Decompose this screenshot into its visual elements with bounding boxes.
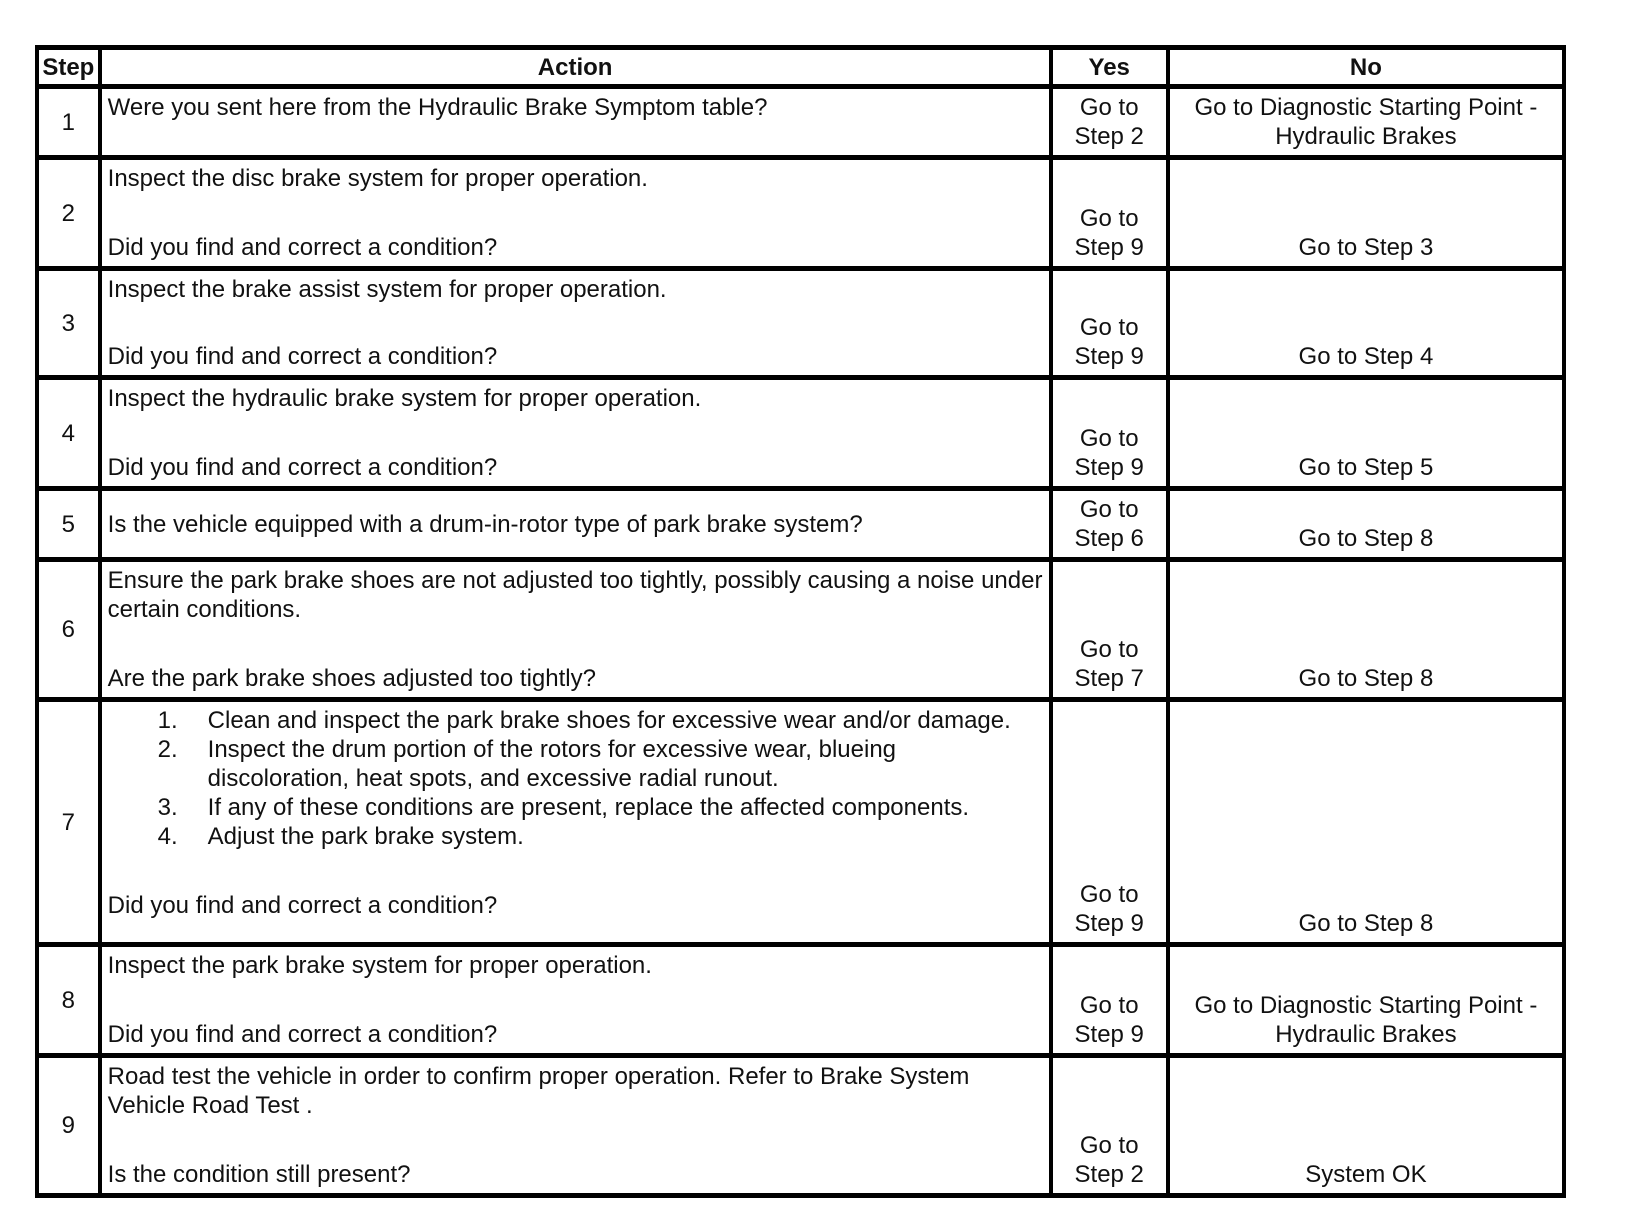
step-number: 6 bbox=[37, 560, 100, 700]
yes-line: Go to bbox=[1079, 881, 1139, 908]
action-question: Did you find and correct a condition? bbox=[107, 234, 498, 261]
yes-cell bbox=[1051, 1056, 1168, 1196]
step-number: 5 bbox=[37, 489, 100, 560]
yes-line: Step 2 bbox=[1074, 123, 1144, 150]
no-cell: Go to Step 8 bbox=[1168, 700, 1564, 945]
yes-cell bbox=[1051, 489, 1168, 560]
procedure-item bbox=[108, 793, 1043, 822]
yes-line: Step 6 bbox=[1074, 525, 1144, 552]
action-text: Inspect the brake assist system for proper operation. bbox=[107, 276, 667, 303]
yes-line: Go to bbox=[1079, 496, 1139, 523]
action-cell bbox=[100, 269, 1051, 378]
header-yes: Yes bbox=[1051, 48, 1168, 87]
action-question: Did you find and correct a condition? bbox=[107, 892, 498, 919]
action-question: Did you find and correct a condition? bbox=[107, 1021, 498, 1048]
no-cell bbox=[1168, 945, 1564, 1056]
yes-line: Go to bbox=[1079, 205, 1139, 232]
procedure-text: If any of these conditions are present, replace the affected components. bbox=[207, 794, 970, 821]
action-cell bbox=[100, 489, 1051, 560]
table-row bbox=[37, 158, 1564, 269]
header-row bbox=[37, 48, 1564, 87]
procedure-number: 1. bbox=[157, 707, 178, 734]
procedure-text: Clean and inspect the park brake shoes for excessive wear and/or damage. bbox=[207, 707, 1011, 734]
step-number: 2 bbox=[37, 158, 100, 269]
no-cell: Go to Step 5 bbox=[1168, 378, 1564, 489]
yes-line: Go to bbox=[1079, 636, 1139, 663]
step-number: 4 bbox=[37, 378, 100, 489]
action-question: Did you find and correct a condition? bbox=[107, 454, 498, 481]
no-line: Hydraulic Brakes bbox=[1275, 1021, 1457, 1048]
yes-cell bbox=[1051, 700, 1168, 945]
procedure-number: 4. bbox=[157, 823, 178, 850]
yes-line: Step 7 bbox=[1074, 665, 1144, 692]
yes-cell bbox=[1051, 945, 1168, 1056]
step-number: 8 bbox=[37, 945, 100, 1056]
no-line: Go to Diagnostic Starting Point - bbox=[1194, 94, 1538, 121]
step-number: 3 bbox=[37, 269, 100, 378]
yes-line: Step 9 bbox=[1074, 910, 1144, 937]
action-text: Inspect the park brake system for proper operation. bbox=[107, 952, 652, 979]
procedure-number: 3. bbox=[157, 794, 178, 821]
action-question: Are the park brake shoes adjusted too tightly? bbox=[107, 665, 596, 692]
action-cell bbox=[100, 945, 1051, 1056]
procedure-number: 2. bbox=[157, 736, 178, 763]
no-line: Hydraulic Brakes bbox=[1275, 123, 1457, 150]
action-text: Inspect the hydraulic brake system for proper operation. bbox=[107, 385, 702, 412]
yes-line: Go to bbox=[1079, 314, 1139, 341]
action-cell bbox=[100, 87, 1051, 158]
action-cell bbox=[100, 700, 1051, 945]
yes-line: Go to bbox=[1079, 992, 1139, 1019]
header-step: Step bbox=[37, 48, 100, 87]
yes-cell bbox=[1051, 560, 1168, 700]
table-row bbox=[37, 945, 1564, 1056]
no-cell: Go to Step 3 bbox=[1168, 158, 1564, 269]
no-line: Go to Diagnostic Starting Point - bbox=[1194, 992, 1538, 1019]
yes-line: Step 9 bbox=[1074, 1021, 1144, 1048]
yes-cell bbox=[1051, 269, 1168, 378]
table-row bbox=[37, 87, 1564, 158]
action-text: Were you sent here from the Hydraulic Brake Symptom table? bbox=[107, 94, 768, 121]
action-question: Did you find and correct a condition? bbox=[107, 343, 498, 370]
table-row bbox=[37, 269, 1564, 378]
action-cell bbox=[100, 1056, 1051, 1196]
no-cell: Go to Step 8 bbox=[1168, 560, 1564, 700]
procedure-item bbox=[108, 735, 1043, 793]
action-cell bbox=[100, 378, 1051, 489]
action-text: Ensure the park brake shoes are not adjusted too tightly, possibly causing a noise under certain conditions. bbox=[107, 567, 1043, 623]
no-cell bbox=[1168, 87, 1564, 158]
table-row bbox=[37, 560, 1564, 700]
action-text: Is the vehicle equipped with a drum-in-rotor type of park brake system? bbox=[107, 510, 863, 538]
table-row bbox=[37, 489, 1564, 560]
procedure-item bbox=[108, 706, 1043, 735]
yes-line: Go to bbox=[1079, 1132, 1139, 1159]
action-text: Inspect the disc brake system for proper operation. bbox=[107, 165, 648, 192]
yes-cell bbox=[1051, 87, 1168, 158]
table-row bbox=[37, 378, 1564, 489]
yes-line: Step 2 bbox=[1074, 1161, 1144, 1188]
action-question: Is the condition still present? bbox=[107, 1161, 411, 1188]
yes-line: Go to bbox=[1079, 425, 1139, 452]
procedure-item bbox=[108, 822, 1043, 851]
procedure-list bbox=[108, 706, 1043, 851]
no-cell: Go to Step 8 bbox=[1168, 489, 1564, 560]
table-row bbox=[37, 1056, 1564, 1196]
yes-cell bbox=[1051, 158, 1168, 269]
action-cell bbox=[100, 560, 1051, 700]
no-cell: Go to Step 4 bbox=[1168, 269, 1564, 378]
diagnostic-table bbox=[35, 45, 1566, 1198]
action-cell bbox=[100, 158, 1051, 269]
table-row bbox=[37, 700, 1564, 945]
yes-line: Step 9 bbox=[1074, 234, 1144, 261]
procedure-text: Adjust the park brake system. bbox=[207, 823, 524, 850]
yes-line: Step 9 bbox=[1074, 454, 1144, 481]
action-text: Road test the vehicle in order to confirm proper operation. Refer to Brake System Vehicle Road Test . bbox=[107, 1063, 970, 1119]
yes-line: Step 9 bbox=[1074, 343, 1144, 370]
header-no: No bbox=[1168, 48, 1564, 87]
step-number: 9 bbox=[37, 1056, 100, 1196]
header-action: Action bbox=[100, 48, 1051, 87]
yes-cell bbox=[1051, 378, 1168, 489]
step-number: 7 bbox=[37, 700, 100, 945]
step-number: 1 bbox=[37, 87, 100, 158]
yes-line: Go to bbox=[1079, 94, 1139, 121]
no-cell: System OK bbox=[1168, 1056, 1564, 1196]
procedure-text: Inspect the drum portion of the rotors for excessive wear, blueing discoloration, heat spots, and excessive radial runout. bbox=[207, 736, 897, 792]
